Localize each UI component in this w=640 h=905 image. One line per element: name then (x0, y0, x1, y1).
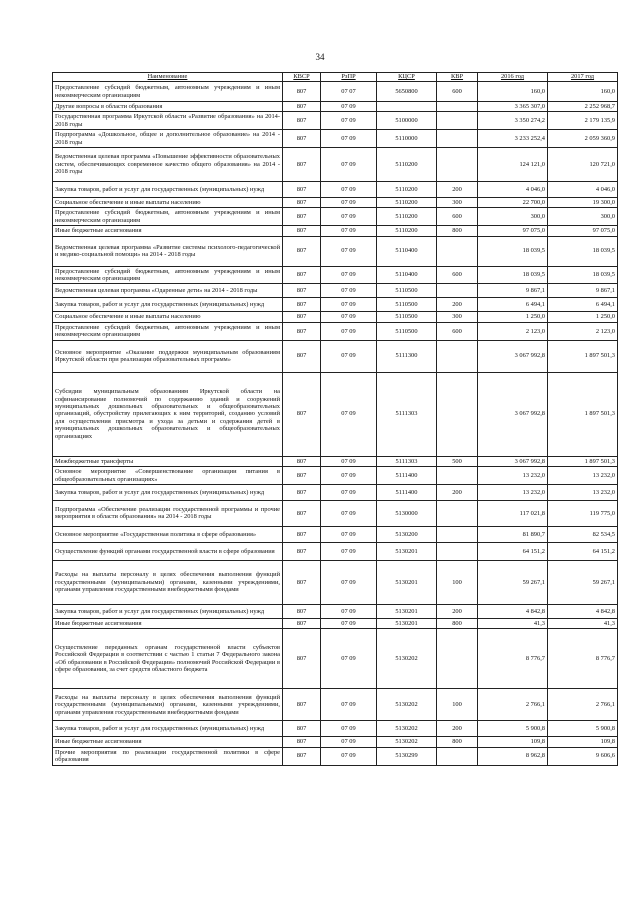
cell-y2016: 300,0 (478, 208, 548, 226)
cell-kcsr: 5110400 (377, 266, 437, 284)
cell-kcsr: 5130201 (377, 560, 437, 604)
cell-kvsr: 807 (283, 484, 321, 500)
cell-kvsr: 807 (283, 747, 321, 765)
cell-name: Подпрограмма «Обеспечение реализации государственной программы и прочие мероприятия в области образования» на 2014 - 2018 годы (53, 500, 283, 526)
cell-rzpr: 07 09 (321, 298, 377, 312)
table-row (53, 689, 618, 721)
cell-y2017: 2 059 360,9 (548, 130, 618, 148)
cell-y2017: 9 867,1 (548, 284, 618, 298)
cell-name: Межбюджетные трансферты (53, 456, 283, 466)
cell-kcsr: 5130202 (377, 689, 437, 721)
cell-kvsr: 807 (283, 284, 321, 298)
cell-y2017: 120 721,0 (548, 148, 618, 182)
cell-rzpr: 07 09 (321, 182, 377, 198)
cell-y2016: 81 890,7 (478, 526, 548, 542)
cell-kvr (437, 372, 478, 456)
cell-y2016: 3 233 252,4 (478, 130, 548, 148)
cell-y2017: 9 606,6 (548, 747, 618, 765)
cell-kvr (437, 236, 478, 266)
cell-name: Закупка товаров, работ и услуг для государственных (муниципальных) нужд (53, 298, 283, 312)
cell-kcsr: 5111400 (377, 484, 437, 500)
cell-kvr: 600 (437, 322, 478, 340)
cell-rzpr: 07 09 (321, 102, 377, 112)
cell-kvsr: 807 (283, 526, 321, 542)
cell-kvsr: 807 (283, 236, 321, 266)
cell-kvsr: 807 (283, 604, 321, 618)
cell-y2016: 109,8 (478, 737, 548, 747)
cell-rzpr: 07 09 (321, 198, 377, 208)
cell-kvsr: 807 (283, 456, 321, 466)
cell-kcsr: 5130000 (377, 500, 437, 526)
cell-y2016: 4 842,8 (478, 604, 548, 618)
cell-kvr (437, 526, 478, 542)
cell-rzpr: 07 09 (321, 130, 377, 148)
cell-kcsr: 5110200 (377, 182, 437, 198)
cell-kcsr: 5100000 (377, 112, 437, 130)
cell-name: Предоставление субсидий бюджетным, автономным учреждениям и иным некоммерческим организациям (53, 208, 283, 226)
cell-y2016: 8 962,8 (478, 747, 548, 765)
cell-y2016: 59 267,1 (478, 560, 548, 604)
cell-rzpr: 07 09 (321, 226, 377, 236)
cell-kcsr: 5130201 (377, 618, 437, 628)
table-row (53, 467, 618, 485)
cell-y2017: 1 897 501,3 (548, 372, 618, 456)
table-row (53, 82, 618, 102)
cell-name: Предоставление субсидий бюджетным, автономным учреждениям и иным некоммерческим организациям (53, 322, 283, 340)
table-row (53, 226, 618, 236)
cell-kcsr: 5650800 (377, 82, 437, 102)
cell-kvr: 500 (437, 456, 478, 466)
table-row (53, 312, 618, 322)
cell-kvr: 200 (437, 604, 478, 618)
cell-y2017: 6 494,1 (548, 298, 618, 312)
cell-kvr: 800 (437, 226, 478, 236)
cell-y2017: 1 897 501,3 (548, 340, 618, 372)
cell-kcsr: 5111303 (377, 456, 437, 466)
cell-kvr: 200 (437, 182, 478, 198)
cell-rzpr: 07 09 (321, 112, 377, 130)
cell-kvsr: 807 (283, 340, 321, 372)
cell-kvsr: 807 (283, 312, 321, 322)
cell-kvsr: 807 (283, 182, 321, 198)
cell-kvr: 600 (437, 266, 478, 284)
cell-kvr: 200 (437, 298, 478, 312)
table-row (53, 629, 618, 689)
cell-y2017: 2 179 135,9 (548, 112, 618, 130)
table-body (53, 82, 618, 766)
cell-kvsr: 807 (283, 629, 321, 689)
cell-y2016: 8 776,7 (478, 629, 548, 689)
cell-kcsr: 5130202 (377, 629, 437, 689)
cell-y2016: 13 232,0 (478, 484, 548, 500)
cell-kvsr: 807 (283, 130, 321, 148)
cell-kvr (437, 112, 478, 130)
cell-rzpr: 07 09 (321, 500, 377, 526)
cell-name: Ведомственная целевая программа «Развитие системы психолого-педагогической и медико-социальной помощи» на 2014 - 2018 годы (53, 236, 283, 266)
cell-y2016: 6 494,1 (478, 298, 548, 312)
cell-name: Основное мероприятие «Государственная политика в сфере образования» (53, 526, 283, 542)
cell-rzpr: 07 09 (321, 236, 377, 266)
cell-kvr: 800 (437, 737, 478, 747)
table-row (53, 542, 618, 560)
cell-kvsr: 807 (283, 198, 321, 208)
cell-y2017: 97 075,0 (548, 226, 618, 236)
cell-y2016: 2 766,1 (478, 689, 548, 721)
cell-kvr (437, 467, 478, 485)
cell-y2016: 18 039,5 (478, 266, 548, 284)
cell-rzpr: 07 09 (321, 526, 377, 542)
cell-rzpr: 07 09 (321, 312, 377, 322)
table-row (53, 102, 618, 112)
cell-name: Социальное обеспечение и иные выплаты населению (53, 312, 283, 322)
cell-y2017: 8 776,7 (548, 629, 618, 689)
budget-table (52, 72, 618, 766)
cell-name: Подпрограмма «Дошкольное, общее и дополнительное образование» на 2014 - 2018 годы (53, 130, 283, 148)
cell-kvsr: 807 (283, 689, 321, 721)
cell-name: Другие вопросы в области образования (53, 102, 283, 112)
cell-rzpr: 07 09 (321, 284, 377, 298)
cell-kcsr: 5111303 (377, 372, 437, 456)
cell-rzpr: 07 09 (321, 484, 377, 500)
cell-kvr (437, 340, 478, 372)
cell-kvr (437, 629, 478, 689)
cell-y2016: 18 039,5 (478, 236, 548, 266)
cell-y2016: 3 067 992,8 (478, 372, 548, 456)
header-2016: 2016 год (478, 73, 548, 82)
cell-kvsr: 807 (283, 322, 321, 340)
table-row (53, 526, 618, 542)
table-row (53, 721, 618, 737)
cell-kcsr: 5130299 (377, 747, 437, 765)
table-header-row (53, 73, 618, 82)
cell-y2017: 2 252 968,7 (548, 102, 618, 112)
cell-kcsr: 5110500 (377, 284, 437, 298)
cell-y2017: 64 151,2 (548, 542, 618, 560)
table-row (53, 372, 618, 456)
cell-y2016: 5 900,8 (478, 721, 548, 737)
cell-kvr (437, 747, 478, 765)
cell-kcsr: 5110200 (377, 208, 437, 226)
cell-name: Закупка товаров, работ и услуг для государственных (муниципальных) нужд (53, 484, 283, 500)
cell-kcsr: 5110200 (377, 226, 437, 236)
header-2017: 2017 год (548, 73, 618, 82)
cell-kvsr: 807 (283, 82, 321, 102)
cell-kcsr: 5111300 (377, 340, 437, 372)
cell-rzpr: 07 09 (321, 542, 377, 560)
cell-kvsr: 807 (283, 226, 321, 236)
cell-y2016: 64 151,2 (478, 542, 548, 560)
cell-y2017: 109,8 (548, 737, 618, 747)
header-kvr: КВР (437, 73, 478, 82)
cell-y2017: 5 900,8 (548, 721, 618, 737)
cell-kcsr: 5110500 (377, 312, 437, 322)
cell-y2016: 3 067 992,8 (478, 456, 548, 466)
cell-name: Прочие мероприятия по реализации государственной политики в сфере образования (53, 747, 283, 765)
table-row (53, 298, 618, 312)
cell-name: Основное мероприятие «Совершенствование организации питания в общеобразовательных организациях» (53, 467, 283, 485)
cell-kvsr: 807 (283, 102, 321, 112)
cell-kvr (437, 102, 478, 112)
cell-y2016: 3 067 992,8 (478, 340, 548, 372)
cell-kvr: 100 (437, 560, 478, 604)
cell-kvr: 800 (437, 618, 478, 628)
cell-y2017: 59 267,1 (548, 560, 618, 604)
cell-y2017: 160,0 (548, 82, 618, 102)
header-rzpr: РзПР (321, 73, 377, 82)
cell-name: Ведомственная целевая программа «Повышение эффективности образовательных систем, обеспечивающих современное качество общего образования» на 2014 - 2018 годы (53, 148, 283, 182)
cell-y2016: 124 121,0 (478, 148, 548, 182)
cell-name: Осуществление переданных органам государственной власти субъектов Российской Федерации в соответствии с частью 1 статьи 7 Федерального закона «Об образовании в Российской Федерации» полномочий Российской Федерации в сфере образования, за счет средств областного бюджета (53, 629, 283, 689)
cell-rzpr: 07 09 (321, 560, 377, 604)
cell-y2016: 117 021,8 (478, 500, 548, 526)
cell-kvsr: 807 (283, 500, 321, 526)
cell-kvsr: 807 (283, 467, 321, 485)
cell-rzpr: 07 09 (321, 629, 377, 689)
cell-y2017: 13 232,0 (548, 484, 618, 500)
cell-kvsr: 807 (283, 208, 321, 226)
cell-y2016: 3 350 274,2 (478, 112, 548, 130)
cell-name: Расходы на выплаты персоналу в целях обеспечения выполнения функций государственными (муниципальными) органами, казенными учреждениями, органами управления государственными внебюджетными фондами (53, 689, 283, 721)
cell-kvr: 100 (437, 689, 478, 721)
cell-name: Закупка товаров, работ и услуг для государственных (муниципальных) нужд (53, 604, 283, 618)
cell-kvr (437, 542, 478, 560)
cell-kcsr: 5110500 (377, 322, 437, 340)
cell-kvr (437, 284, 478, 298)
cell-y2016: 4 046,0 (478, 182, 548, 198)
cell-y2017: 13 232,0 (548, 467, 618, 485)
cell-kcsr: 5110400 (377, 236, 437, 266)
cell-name: Иные бюджетные ассигнования (53, 737, 283, 747)
cell-kvr: 200 (437, 721, 478, 737)
table-row (53, 284, 618, 298)
cell-kvr: 600 (437, 82, 478, 102)
table-row (53, 182, 618, 198)
table-row (53, 484, 618, 500)
table-row (53, 618, 618, 628)
table-row (53, 130, 618, 148)
cell-kvsr: 807 (283, 372, 321, 456)
cell-kvsr: 807 (283, 737, 321, 747)
cell-y2017: 19 300,0 (548, 198, 618, 208)
table-row (53, 208, 618, 226)
cell-y2017: 82 534,5 (548, 526, 618, 542)
cell-rzpr: 07 09 (321, 340, 377, 372)
table-row (53, 340, 618, 372)
table-row (53, 266, 618, 284)
cell-y2017: 4 046,0 (548, 182, 618, 198)
table-row (53, 560, 618, 604)
header-name: Наименование (53, 73, 283, 82)
cell-name: Основное мероприятие «Оказание поддержки муниципальным образованиям Иркутской области при реализации образовательных программ» (53, 340, 283, 372)
cell-kvr: 300 (437, 312, 478, 322)
table-row (53, 456, 618, 466)
cell-rzpr: 07 09 (321, 456, 377, 466)
cell-kvr (437, 500, 478, 526)
cell-kvsr: 807 (283, 266, 321, 284)
cell-rzpr: 07 09 (321, 322, 377, 340)
cell-y2016: 13 232,0 (478, 467, 548, 485)
cell-kcsr: 5130200 (377, 526, 437, 542)
cell-y2016: 2 123,0 (478, 322, 548, 340)
cell-rzpr: 07 09 (321, 266, 377, 284)
cell-y2016: 22 700,0 (478, 198, 548, 208)
page-number: 34 (315, 52, 325, 62)
cell-kcsr: 5130201 (377, 542, 437, 560)
table-row (53, 148, 618, 182)
cell-y2017: 18 039,5 (548, 266, 618, 284)
cell-y2017: 4 842,8 (548, 604, 618, 618)
cell-name: Иные бюджетные ассигнования (53, 226, 283, 236)
cell-y2017: 2 766,1 (548, 689, 618, 721)
cell-kcsr: 5111400 (377, 467, 437, 485)
cell-kcsr: 5110200 (377, 198, 437, 208)
cell-rzpr: 07 09 (321, 689, 377, 721)
cell-y2016: 160,0 (478, 82, 548, 102)
cell-y2016: 3 365 307,0 (478, 102, 548, 112)
cell-y2017: 2 123,0 (548, 322, 618, 340)
cell-name: Предоставление субсидий бюджетным, автономным учреждениям и иным некоммерческим организациям (53, 266, 283, 284)
cell-name: Иные бюджетные ассигнования (53, 618, 283, 628)
cell-name: Закупка товаров, работ и услуг для государственных (муниципальных) нужд (53, 721, 283, 737)
cell-kvr: 200 (437, 484, 478, 500)
cell-kcsr: 5110000 (377, 130, 437, 148)
cell-name: Социальное обеспечение и иные выплаты населению (53, 198, 283, 208)
table-row (53, 236, 618, 266)
cell-y2017: 41,3 (548, 618, 618, 628)
cell-y2016: 9 867,1 (478, 284, 548, 298)
cell-kvr: 300 (437, 198, 478, 208)
cell-kcsr: 5110500 (377, 298, 437, 312)
cell-name: Закупка товаров, работ и услуг для государственных (муниципальных) нужд (53, 182, 283, 198)
cell-kvsr: 807 (283, 542, 321, 560)
cell-kvr (437, 148, 478, 182)
cell-name: Расходы на выплаты персоналу в целях обеспечения выполнения функций государственными (муниципальными) органами, казенными учреждениями, органами управления государственными внебюджетными фондами (53, 560, 283, 604)
table-row (53, 500, 618, 526)
cell-y2017: 18 039,5 (548, 236, 618, 266)
cell-rzpr: 07 09 (321, 148, 377, 182)
cell-kvsr: 807 (283, 618, 321, 628)
cell-kcsr: 5130202 (377, 721, 437, 737)
cell-rzpr: 07 09 (321, 208, 377, 226)
cell-kvsr: 807 (283, 112, 321, 130)
cell-rzpr: 07 09 (321, 372, 377, 456)
cell-rzpr: 07 09 (321, 618, 377, 628)
cell-kcsr: 5110200 (377, 148, 437, 182)
cell-kvr: 600 (437, 208, 478, 226)
cell-kvsr: 807 (283, 148, 321, 182)
cell-name: Ведомственная целевая программа «Одаренные дети» на 2014 - 2018 годы (53, 284, 283, 298)
header-kcsr: КЦСР (377, 73, 437, 82)
cell-y2017: 119 775,0 (548, 500, 618, 526)
cell-y2016: 1 250,0 (478, 312, 548, 322)
table-row (53, 322, 618, 340)
cell-kvsr: 807 (283, 560, 321, 604)
cell-kcsr (377, 102, 437, 112)
cell-kvr (437, 130, 478, 148)
cell-rzpr: 07 07 (321, 82, 377, 102)
cell-rzpr: 07 09 (321, 737, 377, 747)
cell-y2017: 1 250,0 (548, 312, 618, 322)
cell-y2016: 97 075,0 (478, 226, 548, 236)
cell-rzpr: 07 09 (321, 467, 377, 485)
cell-y2016: 41,3 (478, 618, 548, 628)
cell-kcsr: 5130202 (377, 737, 437, 747)
cell-kcsr: 5130201 (377, 604, 437, 618)
cell-kvsr: 807 (283, 298, 321, 312)
cell-kvsr: 807 (283, 721, 321, 737)
cell-y2017: 300,0 (548, 208, 618, 226)
table-row (53, 737, 618, 747)
cell-rzpr: 07 09 (321, 604, 377, 618)
cell-name: Государственная программа Иркутской области «Развитие образования» на 2014-2018 годы (53, 112, 283, 130)
cell-y2017: 1 897 501,3 (548, 456, 618, 466)
cell-rzpr: 07 09 (321, 721, 377, 737)
cell-name: Субсидии муниципальным образованиям Иркутской области на софинансирование полномочий по содержанию зданий и сооружений муниципальных дошкольных образовательных и общеобразовательных организаций, обустройству прилегающих к ним территорий, созданию условий для осуществления присмотра и ухода за детьми и содержания детей в муниципальных дошкольных образовательных и общеобразовательных организациях (53, 372, 283, 456)
table-row (53, 198, 618, 208)
header-kvsr: КВСР (283, 73, 321, 82)
table-row (53, 604, 618, 618)
table-row (53, 112, 618, 130)
cell-rzpr: 07 09 (321, 747, 377, 765)
table-row (53, 747, 618, 765)
cell-name: Осуществление функций органами государственной власти в сфере образования (53, 542, 283, 560)
cell-name: Предоставление субсидий бюджетным, автономным учреждениям и иным некоммерческим организациям (53, 82, 283, 102)
